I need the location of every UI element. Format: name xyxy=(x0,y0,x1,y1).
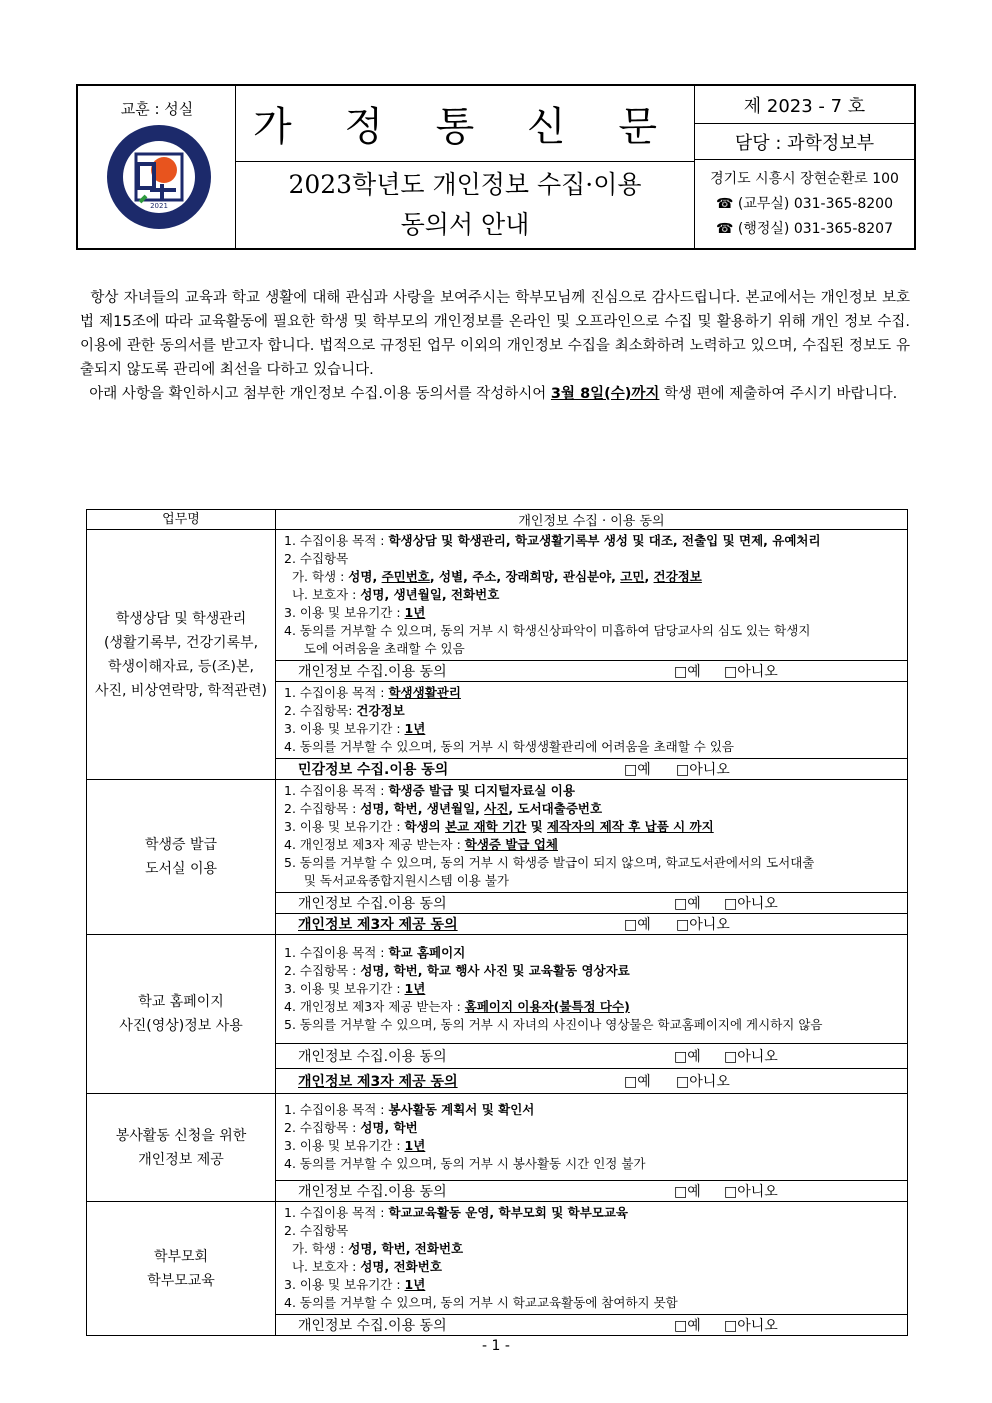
contact-info xyxy=(695,160,914,248)
table-row xyxy=(87,1202,908,1315)
task-volunteer: 봉사활동 신청을 위한 개인정보 제공 xyxy=(87,1094,276,1202)
subtitle-line-1: 2023학년도 개인정보 수집·이용 xyxy=(288,170,642,199)
no-checkbox[interactable]: □아니오 xyxy=(676,762,730,778)
items-volunteer: 1. 수집이용 목적 : 봉사활동 계획서 및 확인서 2. 수집항목 : 성명, 학번 3. 이용 및 보유기간 : 1년 4. 동의를 거부할 수 있으며, 동의 거부 시 봉사활동 시간 인정 불가 xyxy=(276,1094,908,1181)
yes-checkbox[interactable]: □예 xyxy=(624,762,651,778)
intro-paragraph-2: 아래 사항을 확인하시고 첨부한 개인정보 수집.이용 동의서를 작성하시어 3월 8일(수)까지 학생 편에 제출하여 주시기 바랍니다. xyxy=(89,386,898,402)
yes-checkbox[interactable]: □예 xyxy=(624,1074,651,1090)
svg-text:2021: 2021 xyxy=(150,202,168,210)
table-row xyxy=(87,780,908,893)
newsletter-header xyxy=(76,84,916,250)
no-checkbox[interactable]: □아니오 xyxy=(724,1184,778,1200)
department: 담당 : 과학정보부 xyxy=(695,124,914,160)
items-student-id: 1. 수집이용 목적 : 학생증 발급 및 디지털자료실 이용 2. 수집항목 : 성명, 학번, 생년월일, 사진, 도서대출증번호 3. 이용 및 보유기간 : 학생의 본교 재학 기간 및 제작자의 제작 후 납품 시 까지 4. 개인정보 제3자 제공 받는자 : 학생증 발급 업체 5. 동의를 거부할 수 있으며, 동의 거부 시 학생증 발급이 되지 않으며, 학교도서관에서의 도서대출 및 독서교육종합지원시스템 이용 불가 xyxy=(276,780,908,893)
table-row xyxy=(87,530,908,661)
header-info-cell xyxy=(694,86,914,248)
no-checkbox[interactable]: □아니오 xyxy=(724,1049,778,1065)
phone-admin: ☎ (행정실) 031-365-8207 xyxy=(715,220,893,237)
no-checkbox[interactable]: □아니오 xyxy=(676,917,730,933)
no-checkbox[interactable]: □아니오 xyxy=(676,1074,730,1090)
phone-office: ☎ (교무실) 031-365-8200 xyxy=(715,195,893,212)
issue-number: 제 2023 - 7 호 xyxy=(695,86,914,124)
header-title-cell xyxy=(236,86,694,248)
school-logo-icon xyxy=(106,124,212,230)
yes-checkbox[interactable]: □예 xyxy=(674,896,701,912)
intro-paragraph-1: 항상 자녀들의 교육과 학교 생활에 대해 관심과 사랑을 보여주시는 학부모님께 진심으로 감사드립니다. 본교에서는 개인정보 보호법 제15조에 따라 교육활동에 필요한 학생 및 학부모의 개인정보를 온라인 및 오프라인으로 수집 및 활용하기 위해 개인 정보 수집.이용에 관한 동의서를 받고자 합니다. 법적으로 규정된 업무 이외의 개인정보 수집을 최소화하려 노력하고 있으며, 수집된 정보도 유출되지 않도록 관리에 최선을 다하고 있습니다. xyxy=(80,290,911,378)
task-homepage: 학교 홈페이지 사진(영상)정보 사용 xyxy=(87,935,276,1094)
task-student-counseling: 학생상담 및 학생관리 (생활기록부, 건강기록부, 학생이해자료, 등(조)본, 사진, 비상연락망, 학적관련) xyxy=(87,530,276,780)
consent-third-s3: 개인정보 제3자 제공 동의 □예 □아니오 xyxy=(276,1069,908,1094)
consent-third-s2: 개인정보 제3자 제공 동의 □예 □아니오 xyxy=(276,914,908,935)
task-parents: 학부모회 학부모교육 xyxy=(87,1202,276,1336)
consent-collect-s2: 개인정보 수집.이용 동의 □예 □아니오 xyxy=(276,893,908,914)
newsletter-subtitle xyxy=(236,162,694,248)
consent-collect-s5: 개인정보 수집.이용 동의 □예 □아니오 xyxy=(276,1315,908,1336)
school-address: 경기도 시흥시 장현순환로 100 xyxy=(710,170,899,187)
header-left-cell xyxy=(78,86,236,248)
yes-checkbox[interactable]: □예 xyxy=(674,1318,701,1334)
yes-checkbox[interactable]: □예 xyxy=(674,1049,701,1065)
consent-collect-s1: 개인정보 수집.이용 동의 □예 □아니오 xyxy=(276,661,908,682)
deadline: 3월 8일(수)까지 xyxy=(550,386,660,402)
task-student-id: 학생증 발급 도서실 이용 xyxy=(87,780,276,935)
table-header-row xyxy=(87,510,908,530)
newsletter-title: 가 정 통 신 문 xyxy=(236,86,694,162)
consent-table xyxy=(86,509,908,1336)
table-row xyxy=(87,935,908,1044)
yes-checkbox[interactable]: □예 xyxy=(624,917,651,933)
no-checkbox[interactable]: □아니오 xyxy=(724,1318,778,1334)
yes-checkbox[interactable]: □예 xyxy=(674,664,701,680)
table-row xyxy=(87,1094,908,1181)
subtitle-line-2: 동의서 안내 xyxy=(400,210,530,239)
consent-collect-s3: 개인정보 수집.이용 동의 □예 □아니오 xyxy=(276,1044,908,1069)
no-checkbox[interactable]: □아니오 xyxy=(724,896,778,912)
items-homepage: 1. 수집이용 목적 : 학교 홈페이지 2. 수집항목 : 성명, 학번, 학교 행사 사진 및 교육활동 영상자료 3. 이용 및 보유기간 : 1년 4. 개인정보 제3자 제공 받는자 : 홈페이지 이용자(불특정 다수) 5. 동의를 거부할 수 있으며, 동의 거부 시 자녀의 사진이나 영상물은 학교홈페이지에 게시하지 않음 xyxy=(276,935,908,1044)
consent-collect-s4: 개인정보 수집.이용 동의 □예 □아니오 xyxy=(276,1181,908,1202)
yes-checkbox[interactable]: □예 xyxy=(674,1184,701,1200)
col-task-name: 업무명 xyxy=(87,510,276,530)
consent-sensitive-s1: 민감정보 수집.이용 동의 □예 □아니오 xyxy=(276,759,908,780)
items-student-life: 1. 수집이용 목적 : 학생생활관리 2. 수집항목: 건강정보 3. 이용 및 보유기간 : 1년 4. 동의를 거부할 수 있으며, 동의 거부 시 학생생활관리에 어려움을 초래할 수 있음 xyxy=(276,682,908,759)
page-number: - 1 - xyxy=(482,1338,510,1354)
no-checkbox[interactable]: □아니오 xyxy=(724,664,778,680)
intro-text xyxy=(80,286,910,406)
items-parents: 1. 수집이용 목적 : 학교교육활동 운영, 학부모회 및 학부모교육 2. 수집항목 가. 학생 : 성명, 학번, 전화번호 나. 보호자 : 성명, 전화번호 3. 이용 및 보유기간 : 1년 4. 동의를 거부할 수 있으며, 동의 거부 시 학교교육활동에 참여하지 못함 xyxy=(276,1202,908,1315)
col-consent: 개인정보 수집 · 이용 동의 xyxy=(276,510,908,530)
school-motto: 교훈 : 성실 xyxy=(120,100,194,118)
items-student-counseling: 1. 수집이용 목적 : 학생상담 및 학생관리, 학교생활기록부 생성 및 대조, 전출입 및 면제, 유예처리 2. 수집항목 가. 학생 : 성명, 주민번호, 성별, 주소, 장래희망, 관심분야, 고민, 건강정보 나. 보호자 : 성명, 생년월일, 전화번호 3. 이용 및 보유기간 : 1년 4. 동의를 거부할 수 있으며, 동의 거부 시 학생신상파악이 미흡하여 담당교사의 심도 있는 학생지 도에 어려움을 초래할 수 있음 xyxy=(276,530,908,661)
